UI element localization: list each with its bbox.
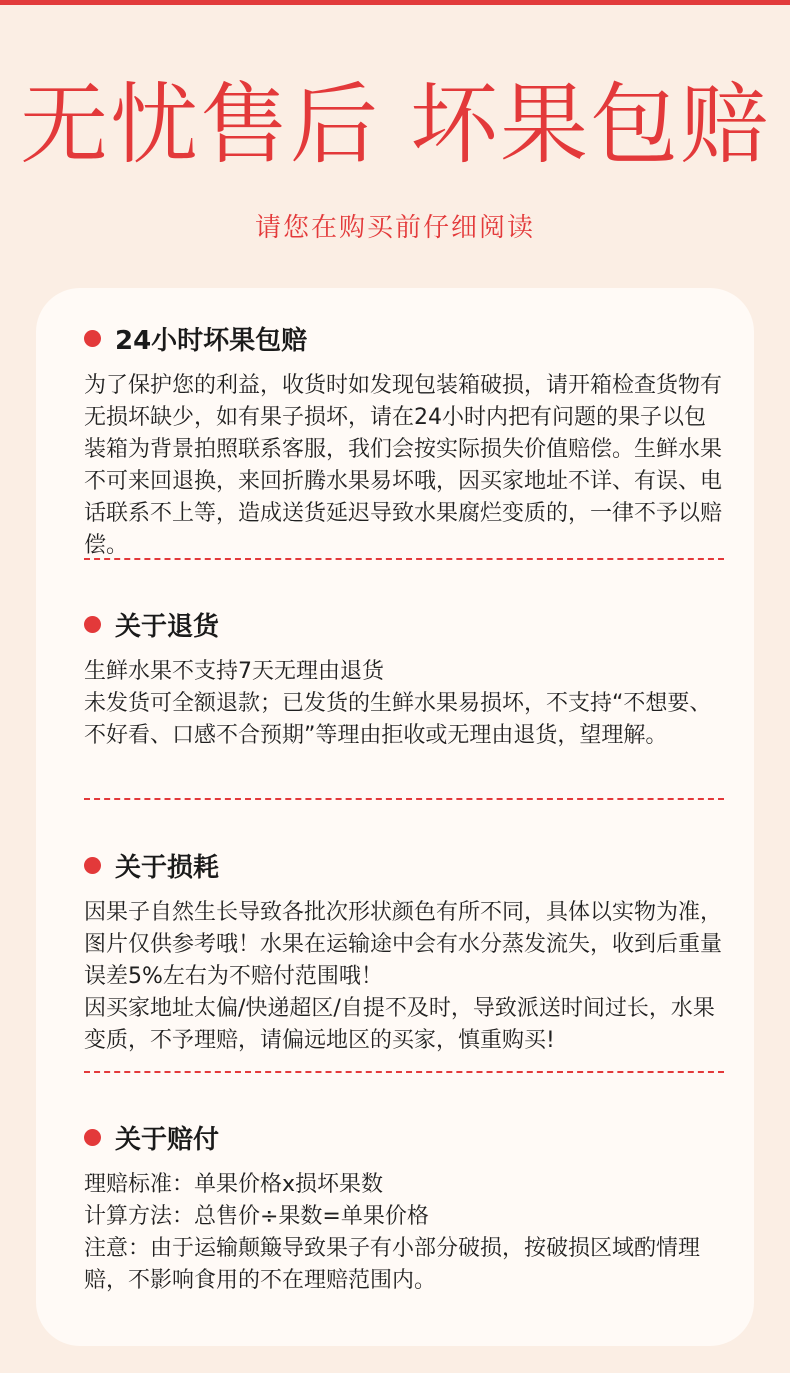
section-heading-text: 关于退货 xyxy=(115,611,220,642)
section-body xyxy=(84,656,724,752)
top-accent-bar xyxy=(0,0,790,5)
policy-card xyxy=(36,288,754,1346)
bullet-dot-icon xyxy=(84,1129,101,1146)
section-paragraph: 因果子自然生长导致各批次形状颜色有所不同，具体以实物为准，图片仅供参考哦！水果在运输途中会有水分蒸发流失，收到后重量误差5%左右为不赔付范围哦！ xyxy=(84,900,723,989)
section-paragraph: 计算方法：总售价÷果数=单果价格 xyxy=(84,1204,429,1229)
section-paragraph: 理赔标准：单果价格x损坏果数 xyxy=(84,1172,384,1197)
section-heading xyxy=(84,604,724,644)
section-divider xyxy=(84,798,724,800)
section-paragraph: 因买家地址太偏/快递超区/自提不及时，导致派送时间过长，水果变质，不予理赔，请偏远地区的买家，慎重购买! xyxy=(84,996,715,1053)
section-heading xyxy=(84,318,724,358)
section-returns xyxy=(84,604,724,752)
section-body xyxy=(84,370,724,562)
section-heading xyxy=(84,845,724,885)
bullet-dot-icon xyxy=(84,857,101,874)
section-paragraph: 生鲜水果不支持7天无理由退货 xyxy=(84,659,384,684)
section-heading-text: 关于赔付 xyxy=(115,1124,220,1155)
section-body xyxy=(84,1169,724,1297)
page-title: 无忧售后 坏果包赔 xyxy=(20,73,770,176)
section-compensation xyxy=(84,1117,724,1297)
section-divider xyxy=(84,1071,724,1073)
section-heading xyxy=(84,1117,724,1157)
section-divider xyxy=(84,558,724,560)
section-paragraph: 注意：由于运输颠簸导致果子有小部分破损，按破损区域酌情理赔，不影响食用的不在理赔范围内。 xyxy=(84,1236,701,1293)
section-loss xyxy=(84,845,724,1057)
section-paragraph: 为了保护您的利益，收货时如发现包装箱破损，请开箱检查货物有无损坏缺少，如有果子损坏，请在24小时内把有问题的果子以包装箱为背景拍照联系客服，我们会按实际损失价值赔偿。生鲜水果不可来回退换，来回折腾水果易坏哦，因买家地址不详、有误、电话联系不上等，造成送货延迟导致水果腐烂变质的，一律不予以赔偿。 xyxy=(84,373,723,558)
bullet-dot-icon xyxy=(84,616,101,633)
section-body xyxy=(84,897,724,1057)
bullet-dot-icon xyxy=(84,330,101,347)
section-heading-text: 关于损耗 xyxy=(115,852,220,883)
section-heading-text: 24小时坏果包赔 xyxy=(115,325,308,356)
page-subtitle: 请您在购买前仔细阅读 xyxy=(254,213,535,243)
section-bad-fruit-compensation xyxy=(84,318,724,562)
section-paragraph: 未发货可全额退款；已发货的生鲜水果易损坏，不支持“不想要、不好看、口感不合预期”等理由拒收或无理由退货，望理解。 xyxy=(84,691,712,748)
